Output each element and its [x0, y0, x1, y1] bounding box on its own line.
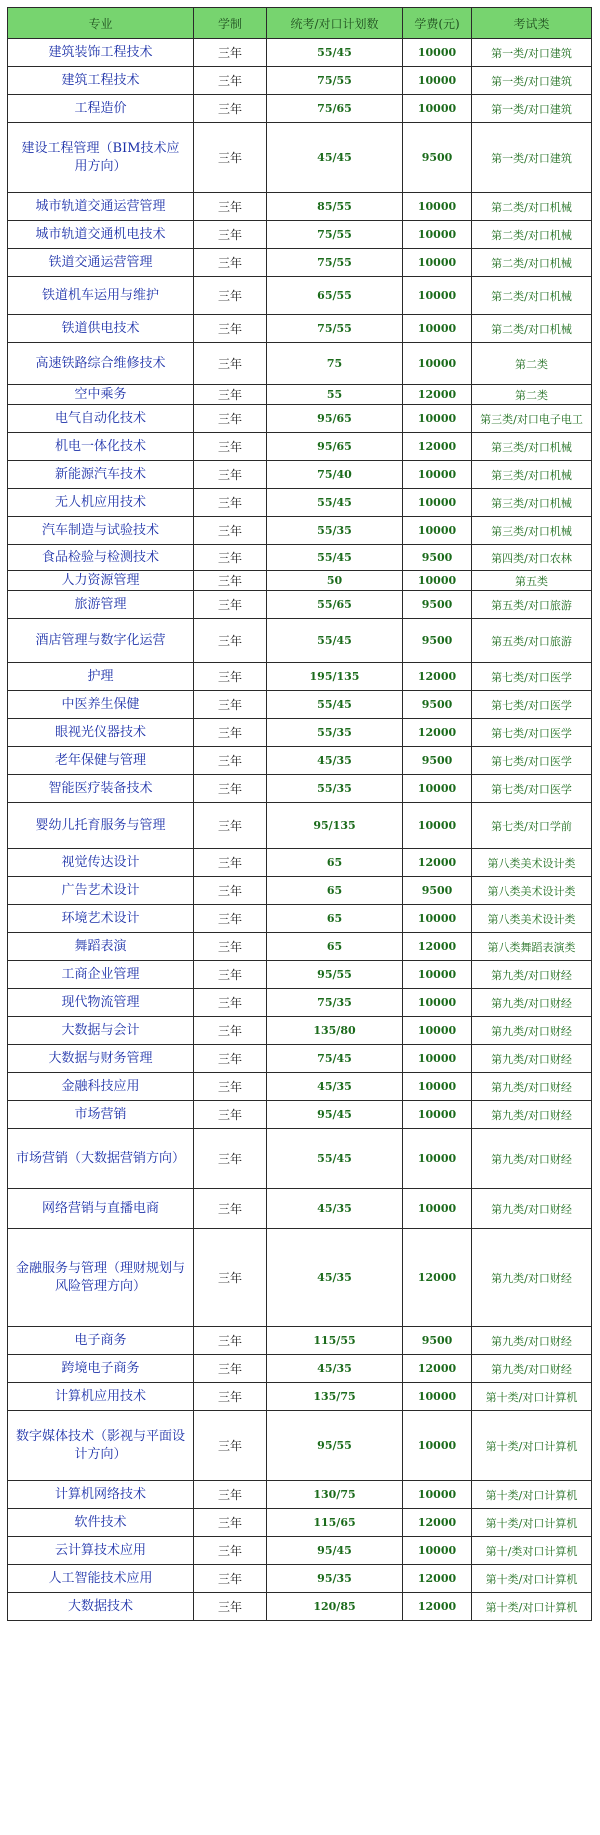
- cell-fee: 10000: [403, 1073, 472, 1101]
- table-row: [8, 1229, 592, 1327]
- cell-years: 三年: [194, 1189, 267, 1229]
- cell-category: 第十类/对口计算机: [472, 1509, 592, 1537]
- cell-major: 视觉传达设计: [8, 849, 194, 877]
- cell-years: 三年: [194, 719, 267, 747]
- cell-category: 第二类: [472, 385, 592, 405]
- table-body: [8, 39, 592, 1621]
- cell-fee: 10000: [403, 461, 472, 489]
- cell-plan: 55/35: [267, 719, 403, 747]
- cell-major: 人力资源管理: [8, 571, 194, 591]
- cell-plan: 75: [267, 343, 403, 385]
- cell-category: 第一类/对口建筑: [472, 67, 592, 95]
- cell-major: 金融科技应用: [8, 1073, 194, 1101]
- cell-fee: 10000: [403, 221, 472, 249]
- cell-fee: 10000: [403, 405, 472, 433]
- cell-years: 三年: [194, 1481, 267, 1509]
- cell-major: 大数据与会计: [8, 1017, 194, 1045]
- cell-major: 环境艺术设计: [8, 905, 194, 933]
- table-row: [8, 1565, 592, 1593]
- cell-category: 第九类/对口财经: [472, 1045, 592, 1073]
- cell-years: 三年: [194, 385, 267, 405]
- header-plan: 统考/对口计划数: [267, 8, 403, 39]
- cell-major: 电子商务: [8, 1327, 194, 1355]
- cell-years: 三年: [194, 1537, 267, 1565]
- table-row: [8, 489, 592, 517]
- table-row: [8, 1481, 592, 1509]
- cell-plan: 55/45: [267, 545, 403, 571]
- cell-fee: 12000: [403, 385, 472, 405]
- cell-major: 旅游管理: [8, 591, 194, 619]
- header-fee: 学费(元): [403, 8, 472, 39]
- cell-fee: 10000: [403, 249, 472, 277]
- table-row: [8, 663, 592, 691]
- table-row: [8, 905, 592, 933]
- table-row: [8, 877, 592, 905]
- table-row: [8, 1355, 592, 1383]
- cell-years: 三年: [194, 95, 267, 123]
- cell-years: 三年: [194, 193, 267, 221]
- cell-category: 第九类/对口财经: [472, 1229, 592, 1327]
- cell-category: 第七类/对口医学: [472, 775, 592, 803]
- cell-major: 广告艺术设计: [8, 877, 194, 905]
- cell-years: 三年: [194, 1129, 267, 1189]
- cell-plan: 65: [267, 905, 403, 933]
- cell-years: 三年: [194, 1327, 267, 1355]
- cell-fee: 10000: [403, 1045, 472, 1073]
- cell-fee: 10000: [403, 1189, 472, 1229]
- cell-plan: 95/45: [267, 1537, 403, 1565]
- cell-fee: 12000: [403, 849, 472, 877]
- cell-years: 三年: [194, 571, 267, 591]
- table-row: [8, 747, 592, 775]
- cell-fee: 12000: [403, 1509, 472, 1537]
- cell-years: 三年: [194, 905, 267, 933]
- table-row: [8, 433, 592, 461]
- cell-category: 第九类/对口财经: [472, 1355, 592, 1383]
- cell-years: 三年: [194, 747, 267, 775]
- cell-years: 三年: [194, 877, 267, 905]
- cell-plan: 85/55: [267, 193, 403, 221]
- cell-plan: 95/35: [267, 1565, 403, 1593]
- cell-major: 电气自动化技术: [8, 405, 194, 433]
- table-row: [8, 1411, 592, 1481]
- table-row: [8, 461, 592, 489]
- cell-years: 三年: [194, 433, 267, 461]
- cell-fee: 10000: [403, 1383, 472, 1411]
- cell-major: 计算机网络技术: [8, 1481, 194, 1509]
- cell-fee: 9500: [403, 123, 472, 193]
- cell-plan: 75/55: [267, 67, 403, 95]
- cell-fee: 10000: [403, 803, 472, 849]
- cell-plan: 75/55: [267, 249, 403, 277]
- table-row: [8, 315, 592, 343]
- cell-plan: 45/45: [267, 123, 403, 193]
- cell-category: 第十/类对口计算机: [472, 1537, 592, 1565]
- cell-category: 第三类/对口机械: [472, 461, 592, 489]
- cell-category: 第九类/对口财经: [472, 1189, 592, 1229]
- cell-category: 第二类: [472, 343, 592, 385]
- cell-major: 老年保健与管理: [8, 747, 194, 775]
- cell-years: 三年: [194, 1593, 267, 1621]
- enrollment-plan-table-wrapper: [7, 7, 591, 1621]
- cell-plan: 95/55: [267, 961, 403, 989]
- table-row: [8, 775, 592, 803]
- cell-fee: 10000: [403, 277, 472, 315]
- table-row: [8, 249, 592, 277]
- cell-category: 第八类美术设计类: [472, 849, 592, 877]
- cell-years: 三年: [194, 961, 267, 989]
- enrollment-plan-table: [7, 7, 592, 1621]
- table-row: [8, 571, 592, 591]
- cell-fee: 10000: [403, 1411, 472, 1481]
- cell-category: 第十类/对口计算机: [472, 1411, 592, 1481]
- cell-years: 三年: [194, 849, 267, 877]
- cell-major: 工商企业管理: [8, 961, 194, 989]
- cell-category: 第五类/对口旅游: [472, 591, 592, 619]
- cell-major: 铁道供电技术: [8, 315, 194, 343]
- table-row: [8, 961, 592, 989]
- cell-plan: 45/35: [267, 1355, 403, 1383]
- cell-plan: 55: [267, 385, 403, 405]
- cell-plan: 55/45: [267, 39, 403, 67]
- cell-plan: 45/35: [267, 1073, 403, 1101]
- cell-category: 第二类/对口机械: [472, 249, 592, 277]
- cell-years: 三年: [194, 461, 267, 489]
- cell-major: 城市轨道交通运营管理: [8, 193, 194, 221]
- cell-category: 第十类/对口计算机: [472, 1593, 592, 1621]
- cell-category: 第十类/对口计算机: [472, 1383, 592, 1411]
- cell-plan: 95/55: [267, 1411, 403, 1481]
- cell-category: 第三类/对口机械: [472, 517, 592, 545]
- cell-major: 新能源汽车技术: [8, 461, 194, 489]
- cell-plan: 55/45: [267, 1129, 403, 1189]
- cell-fee: 9500: [403, 747, 472, 775]
- cell-major: 计算机应用技术: [8, 1383, 194, 1411]
- cell-fee: 10000: [403, 905, 472, 933]
- cell-plan: 95/135: [267, 803, 403, 849]
- cell-years: 三年: [194, 123, 267, 193]
- cell-category: 第五类: [472, 571, 592, 591]
- cell-major: 建筑装饰工程技术: [8, 39, 194, 67]
- cell-major: 大数据技术: [8, 1593, 194, 1621]
- cell-plan: 50: [267, 571, 403, 591]
- cell-plan: 65: [267, 849, 403, 877]
- cell-fee: 10000: [403, 95, 472, 123]
- cell-category: 第九类/对口财经: [472, 1017, 592, 1045]
- cell-category: 第十类/对口计算机: [472, 1481, 592, 1509]
- cell-years: 三年: [194, 1383, 267, 1411]
- cell-fee: 10000: [403, 775, 472, 803]
- cell-fee: 10000: [403, 1101, 472, 1129]
- cell-major: 智能医疗装备技术: [8, 775, 194, 803]
- cell-years: 三年: [194, 691, 267, 719]
- table-row: [8, 1189, 592, 1229]
- cell-fee: 10000: [403, 343, 472, 385]
- table-row: [8, 277, 592, 315]
- cell-years: 三年: [194, 1565, 267, 1593]
- cell-plan: 135/75: [267, 1383, 403, 1411]
- cell-plan: 75/55: [267, 315, 403, 343]
- cell-category: 第二类/对口机械: [472, 193, 592, 221]
- header-years: 学制: [194, 8, 267, 39]
- cell-years: 三年: [194, 1229, 267, 1327]
- cell-years: 三年: [194, 39, 267, 67]
- header-category: 考试类: [472, 8, 592, 39]
- cell-major: 护理: [8, 663, 194, 691]
- table-row: [8, 221, 592, 249]
- cell-fee: 10000: [403, 517, 472, 545]
- cell-fee: 10000: [403, 1129, 472, 1189]
- cell-category: 第八类美术设计类: [472, 877, 592, 905]
- cell-category: 第二类/对口机械: [472, 277, 592, 315]
- cell-years: 三年: [194, 619, 267, 663]
- cell-major: 云计算技术应用: [8, 1537, 194, 1565]
- cell-fee: 10000: [403, 193, 472, 221]
- cell-fee: 10000: [403, 989, 472, 1017]
- cell-category: 第九类/对口财经: [472, 1073, 592, 1101]
- cell-major: 市场营销（大数据营销方向）: [8, 1129, 194, 1189]
- cell-major: 无人机应用技术: [8, 489, 194, 517]
- table-row: [8, 1537, 592, 1565]
- cell-category: 第七类/对口医学: [472, 747, 592, 775]
- cell-fee: 9500: [403, 619, 472, 663]
- cell-plan: 75/35: [267, 989, 403, 1017]
- cell-fee: 9500: [403, 691, 472, 719]
- table-row: [8, 1101, 592, 1129]
- cell-fee: 9500: [403, 1327, 472, 1355]
- cell-major: 现代物流管理: [8, 989, 194, 1017]
- cell-plan: 75/40: [267, 461, 403, 489]
- cell-category: 第九类/对口财经: [472, 1101, 592, 1129]
- cell-major: 工程造价: [8, 95, 194, 123]
- cell-years: 三年: [194, 803, 267, 849]
- cell-plan: 115/65: [267, 1509, 403, 1537]
- cell-fee: 9500: [403, 545, 472, 571]
- cell-plan: 65/55: [267, 277, 403, 315]
- cell-plan: 195/135: [267, 663, 403, 691]
- cell-years: 三年: [194, 1017, 267, 1045]
- cell-plan: 55/35: [267, 775, 403, 803]
- cell-years: 三年: [194, 545, 267, 571]
- table-row: [8, 691, 592, 719]
- table-row: [8, 1073, 592, 1101]
- cell-years: 三年: [194, 1355, 267, 1383]
- cell-fee: 9500: [403, 877, 472, 905]
- cell-major: 空中乘务: [8, 385, 194, 405]
- cell-years: 三年: [194, 249, 267, 277]
- cell-category: 第七类/对口学前: [472, 803, 592, 849]
- cell-major: 金融服务与管理（理财规划与风险管理方向）: [8, 1229, 194, 1327]
- cell-fee: 10000: [403, 1017, 472, 1045]
- cell-years: 三年: [194, 1509, 267, 1537]
- cell-category: 第二类/对口机械: [472, 315, 592, 343]
- table-row: [8, 1129, 592, 1189]
- cell-category: 第九类/对口财经: [472, 1129, 592, 1189]
- cell-category: 第八类舞蹈表演类: [472, 933, 592, 961]
- cell-fee: 10000: [403, 315, 472, 343]
- cell-major: 铁道交通运营管理: [8, 249, 194, 277]
- cell-plan: 65: [267, 933, 403, 961]
- cell-years: 三年: [194, 67, 267, 95]
- table-row: [8, 385, 592, 405]
- cell-years: 三年: [194, 343, 267, 385]
- table-row: [8, 1593, 592, 1621]
- cell-major: 跨境电子商务: [8, 1355, 194, 1383]
- cell-plan: 95/65: [267, 405, 403, 433]
- cell-category: 第三类/对口电子电工: [472, 405, 592, 433]
- cell-major: 城市轨道交通机电技术: [8, 221, 194, 249]
- cell-major: 铁道机车运用与维护: [8, 277, 194, 315]
- cell-years: 三年: [194, 1073, 267, 1101]
- cell-fee: 12000: [403, 933, 472, 961]
- table-row: [8, 591, 592, 619]
- cell-fee: 12000: [403, 1355, 472, 1383]
- cell-category: 第十类/对口计算机: [472, 1565, 592, 1593]
- cell-years: 三年: [194, 405, 267, 433]
- table-row: [8, 517, 592, 545]
- cell-fee: 10000: [403, 571, 472, 591]
- cell-years: 三年: [194, 277, 267, 315]
- table-row: [8, 405, 592, 433]
- table-row: [8, 1383, 592, 1411]
- table-row: [8, 1327, 592, 1355]
- cell-major: 酒店管理与数字化运营: [8, 619, 194, 663]
- cell-category: 第三类/对口机械: [472, 489, 592, 517]
- cell-plan: 75/65: [267, 95, 403, 123]
- cell-years: 三年: [194, 1411, 267, 1481]
- cell-major: 中医养生保健: [8, 691, 194, 719]
- cell-plan: 95/45: [267, 1101, 403, 1129]
- cell-plan: 55/45: [267, 489, 403, 517]
- table-row: [8, 1017, 592, 1045]
- cell-category: 第八类美术设计类: [472, 905, 592, 933]
- cell-major: 机电一体化技术: [8, 433, 194, 461]
- cell-major: 舞蹈表演: [8, 933, 194, 961]
- cell-plan: 115/55: [267, 1327, 403, 1355]
- table-row: [8, 39, 592, 67]
- cell-plan: 130/75: [267, 1481, 403, 1509]
- table-row: [8, 719, 592, 747]
- cell-category: 第七类/对口医学: [472, 663, 592, 691]
- table-row: [8, 803, 592, 849]
- cell-plan: 65: [267, 877, 403, 905]
- cell-category: 第二类/对口机械: [472, 221, 592, 249]
- cell-fee: 10000: [403, 67, 472, 95]
- cell-major: 汽车制造与试验技术: [8, 517, 194, 545]
- table-row: [8, 95, 592, 123]
- header-row: [8, 8, 592, 39]
- cell-major: 大数据与财务管理: [8, 1045, 194, 1073]
- cell-category: 第七类/对口医学: [472, 691, 592, 719]
- table-row: [8, 849, 592, 877]
- cell-category: 第九类/对口财经: [472, 1327, 592, 1355]
- table-row: [8, 123, 592, 193]
- table-row: [8, 619, 592, 663]
- cell-plan: 45/35: [267, 1229, 403, 1327]
- cell-fee: 12000: [403, 433, 472, 461]
- table-row: [8, 67, 592, 95]
- cell-fee: 10000: [403, 1537, 472, 1565]
- table-row: [8, 1509, 592, 1537]
- cell-plan: 55/65: [267, 591, 403, 619]
- cell-major: 眼视光仪器技术: [8, 719, 194, 747]
- cell-years: 三年: [194, 591, 267, 619]
- cell-major: 软件技术: [8, 1509, 194, 1537]
- cell-years: 三年: [194, 489, 267, 517]
- cell-category: 第一类/对口建筑: [472, 123, 592, 193]
- cell-major: 数字媒体技术（影视与平面设计方向）: [8, 1411, 194, 1481]
- cell-plan: 55/45: [267, 691, 403, 719]
- cell-fee: 10000: [403, 1481, 472, 1509]
- cell-category: 第三类/对口机械: [472, 433, 592, 461]
- cell-fee: 12000: [403, 1229, 472, 1327]
- cell-category: 第一类/对口建筑: [472, 39, 592, 67]
- cell-fee: 9500: [403, 591, 472, 619]
- cell-years: 三年: [194, 663, 267, 691]
- cell-major: 食品检验与检测技术: [8, 545, 194, 571]
- table-row: [8, 989, 592, 1017]
- cell-years: 三年: [194, 989, 267, 1017]
- cell-plan: 75/45: [267, 1045, 403, 1073]
- cell-years: 三年: [194, 221, 267, 249]
- cell-years: 三年: [194, 933, 267, 961]
- cell-plan: 55/35: [267, 517, 403, 545]
- cell-category: 第四类/对口农林: [472, 545, 592, 571]
- cell-plan: 45/35: [267, 1189, 403, 1229]
- table-row: [8, 1045, 592, 1073]
- table-row: [8, 545, 592, 571]
- cell-category: 第七类/对口医学: [472, 719, 592, 747]
- cell-fee: 12000: [403, 719, 472, 747]
- cell-plan: 55/45: [267, 619, 403, 663]
- table-row: [8, 343, 592, 385]
- cell-category: 第一类/对口建筑: [472, 95, 592, 123]
- cell-years: 三年: [194, 315, 267, 343]
- cell-category: 第九类/对口财经: [472, 961, 592, 989]
- cell-fee: 12000: [403, 1565, 472, 1593]
- cell-years: 三年: [194, 1101, 267, 1129]
- cell-plan: 120/85: [267, 1593, 403, 1621]
- table-row: [8, 933, 592, 961]
- header-major: 专业: [8, 8, 194, 39]
- cell-fee: 12000: [403, 1593, 472, 1621]
- cell-years: 三年: [194, 775, 267, 803]
- cell-years: 三年: [194, 1045, 267, 1073]
- cell-plan: 95/65: [267, 433, 403, 461]
- cell-major: 建设工程管理（BIM技术应用方向）: [8, 123, 194, 193]
- cell-fee: 10000: [403, 39, 472, 67]
- cell-fee: 10000: [403, 961, 472, 989]
- cell-major: 网络营销与直播电商: [8, 1189, 194, 1229]
- cell-major: 婴幼儿托育服务与管理: [8, 803, 194, 849]
- cell-fee: 12000: [403, 663, 472, 691]
- cell-major: 人工智能技术应用: [8, 1565, 194, 1593]
- cell-plan: 45/35: [267, 747, 403, 775]
- cell-years: 三年: [194, 517, 267, 545]
- cell-category: 第五类/对口旅游: [472, 619, 592, 663]
- cell-plan: 135/80: [267, 1017, 403, 1045]
- cell-category: 第九类/对口财经: [472, 989, 592, 1017]
- cell-major: 市场营销: [8, 1101, 194, 1129]
- cell-major: 建筑工程技术: [8, 67, 194, 95]
- cell-fee: 10000: [403, 489, 472, 517]
- table-row: [8, 193, 592, 221]
- cell-plan: 75/55: [267, 221, 403, 249]
- cell-major: 高速铁路综合维修技术: [8, 343, 194, 385]
